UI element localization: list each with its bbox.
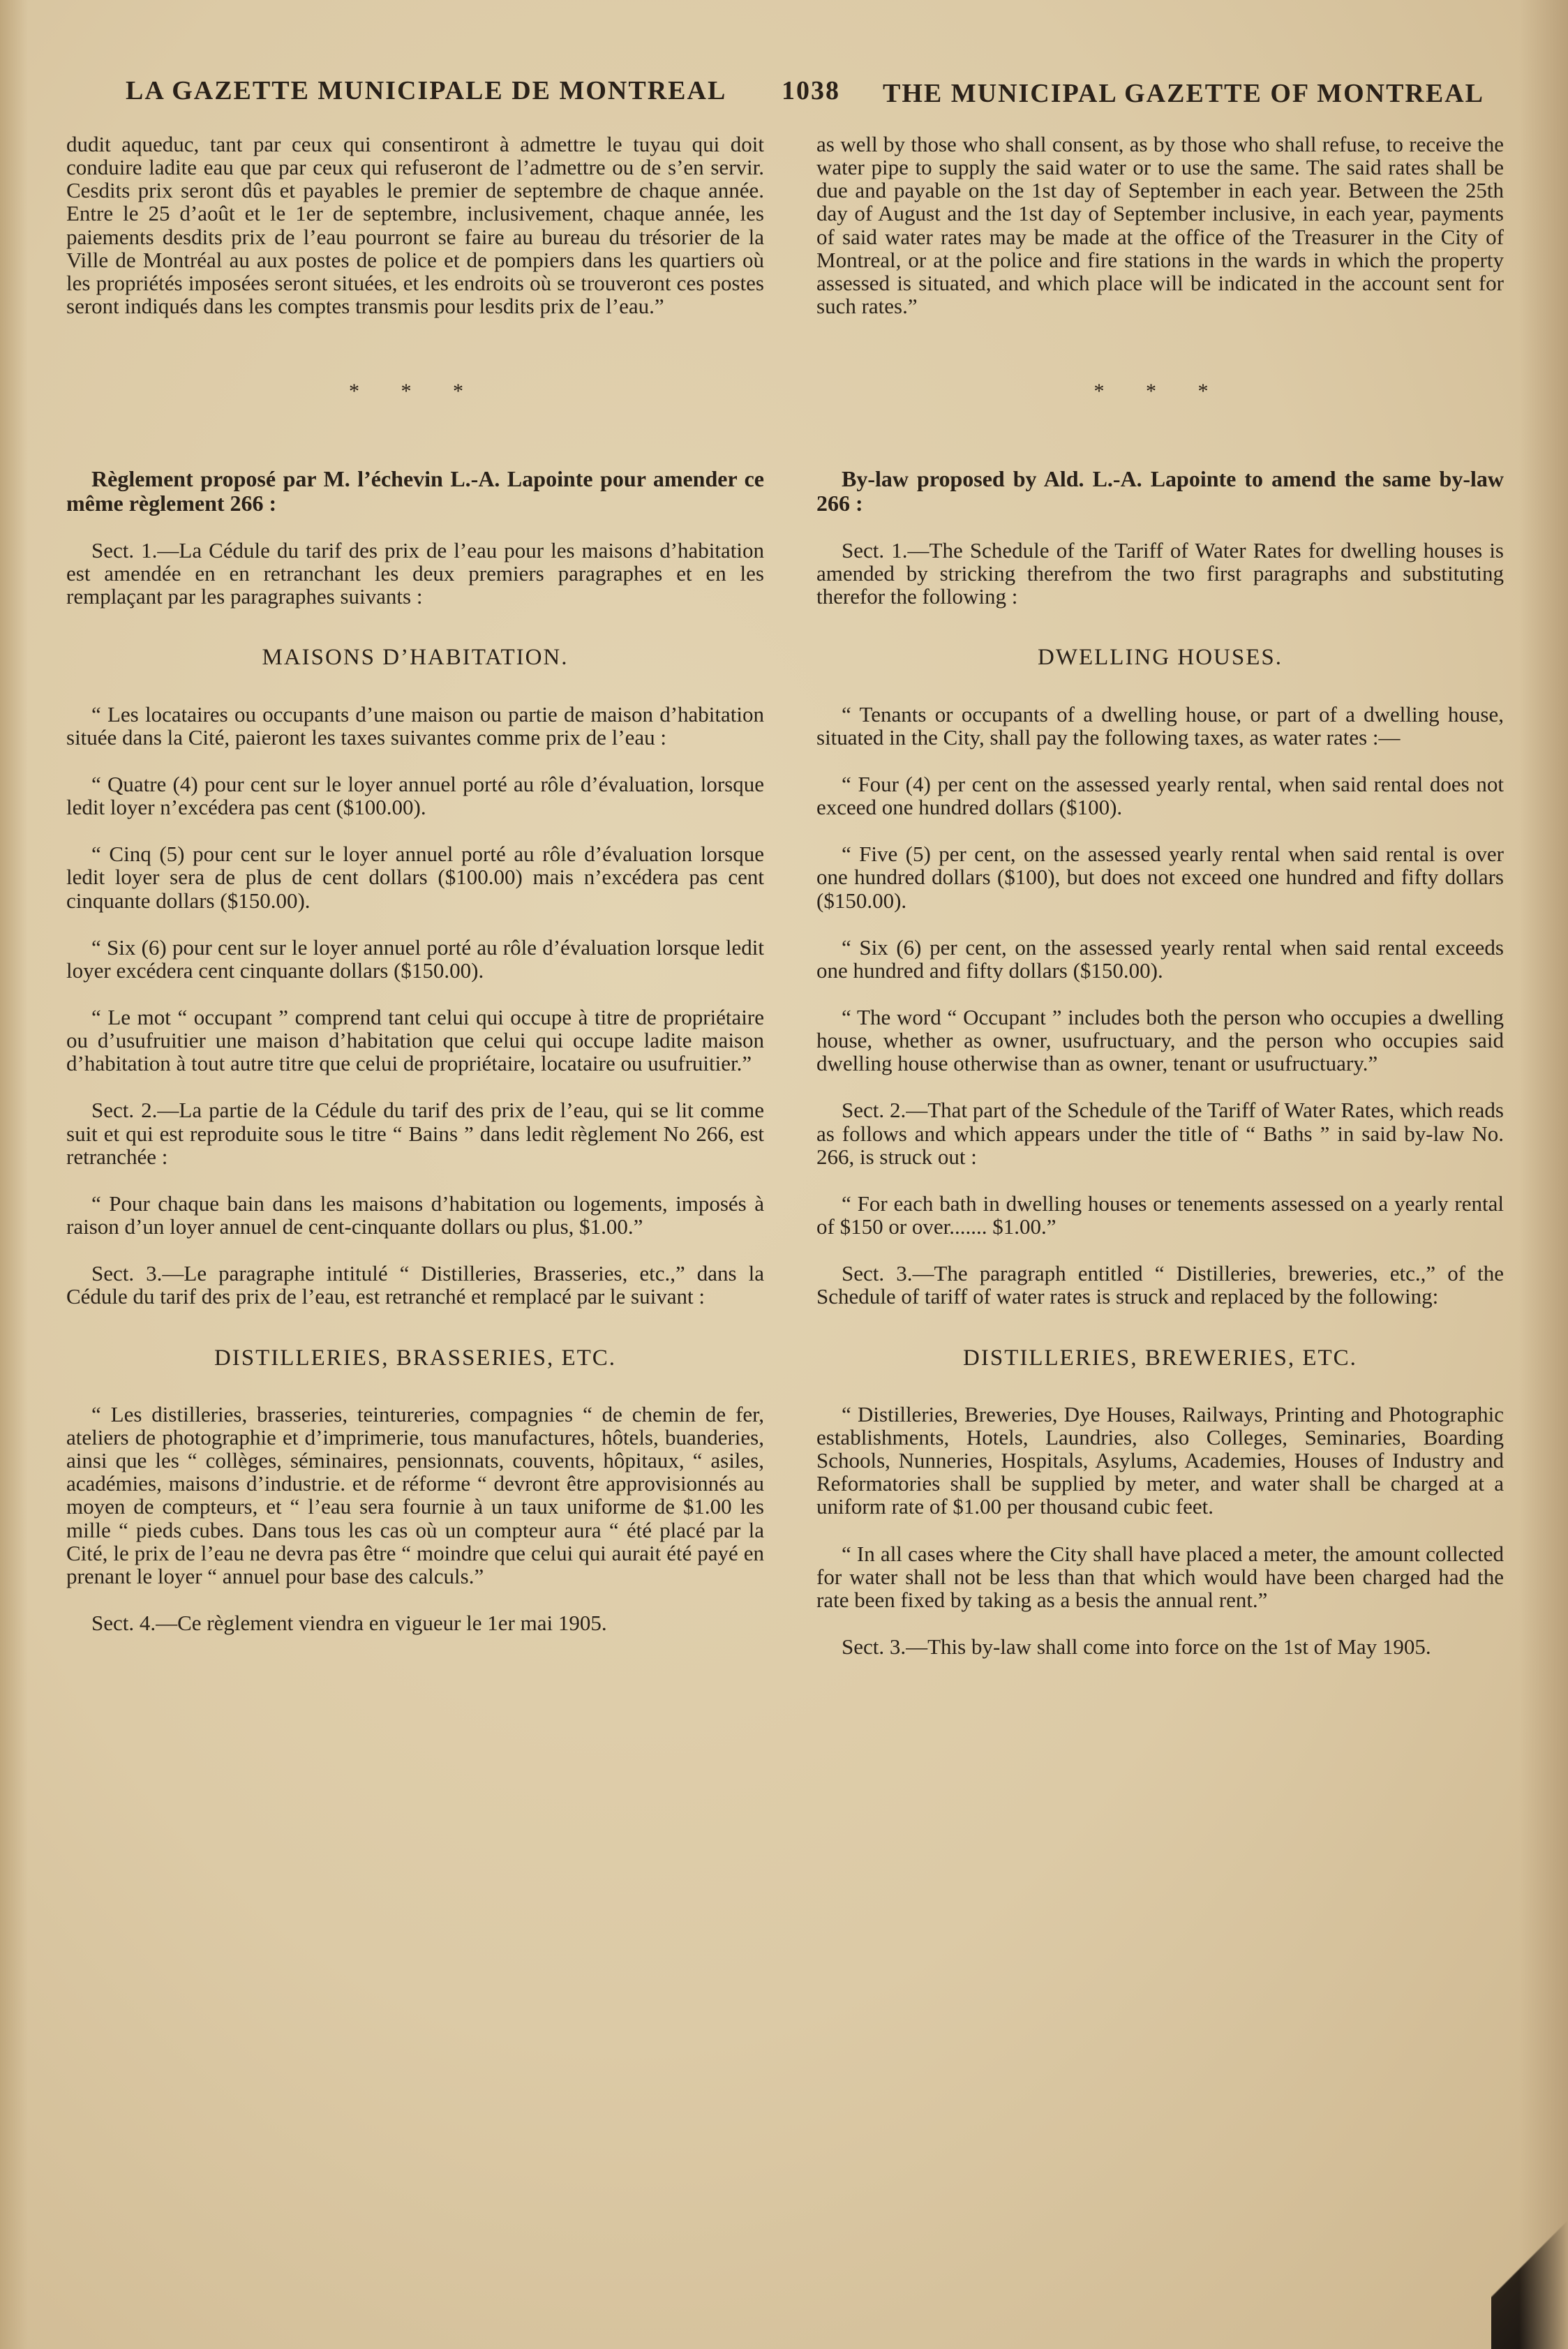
- fr-intro-paragraph: dudit aqueduc, tant par ceux qui consentiront à admettre le tuyau qui doit conduire ladite eau que par ceux qui refuseront de l’admettre ou de s’en servir. Cesdits prix seront dûs et payables le premier de septembre de chaque année. Entre le 25 d’août et le 1er de septembre, inclusivement, chaque année, les paiements desdits prix de l’eau pourront se faire au bureau du trésorier de la Ville de Montréal au aux postes de police et de pompiers dans les quartiers où les propriétés imposées seront situées, et les endroits où se trouveront ces postes seront indiqués dans les comptes transmis pour lesdits prix de l’eau.”: [66, 132, 764, 319]
- running-head: [126, 75, 1484, 117]
- fr-paragraph-6: “ Pour chaque bain dans les maisons d’habitation ou logements, imposés à raison d’un loyer annuel de cent-cinquante dollars ou plus, $1.00.”: [66, 1191, 764, 1239]
- en-paragraph-5: “ The word “ Occupant ” includes both the person who occupies a dwelling house, whether as owner, usufructuary, and the person who occupies said dwelling house otherwise than as owner, tenant or usufructuary.”: [816, 1004, 1504, 1076]
- header-title-english: THE MUNICIPAL GAZETTE OF MONTREAL: [883, 79, 1484, 108]
- en-section-3: Sect. 3.—The paragraph entitled “ Distilleries, breweries, etc.,” of the Schedule of tariff of water rates is struck and replaced by the following:: [816, 1261, 1504, 1309]
- page-corner-shadow: [1491, 2209, 1568, 2349]
- en-paragraph-2: “ Four (4) per cent on the assessed yearly rental, when said rental does not exceed one hundred dollars ($100).: [816, 771, 1504, 820]
- en-section-1: Sect. 1.—The Schedule of the Tariff of Water Rates for dwelling houses is amended by stricking therefrom the two first paragraphs and substituting therefor the following :: [816, 537, 1504, 609]
- fr-section-1: Sect. 1.—La Cédule du tarif des prix de l’eau pour les maisons d’habitation est amendée en en retranchant les deux premiers paragraphes et en les remplaçant par les paragraphes suivants :: [66, 537, 764, 609]
- fr-heading-distilleries: DISTILLERIES, BRASSERIES, ETC.: [214, 1345, 617, 1371]
- en-separator-stars: * * *: [1093, 380, 1227, 403]
- fr-paragraph-5: “ Le mot “ occupant ” comprend tant celui qui occupe à titre de propriétaire ou d’usufruitier une maison d’habitation que celui qui occupe ladite maison d’habitation à tout autre titre que celui de propriétaire, locataire ou usufruitier.”: [66, 1004, 764, 1076]
- en-heading-dwelling: DWELLING HOUSES.: [1038, 645, 1283, 671]
- fr-section-3: Sect. 3.—Le paragraphe intitulé “ Distilleries, Brasseries, etc.,” dans la Cédule du tarif des prix de l’eau, est retranché et remplacé par le suivant :: [66, 1261, 764, 1309]
- fr-paragraph-4: “ Six (6) pour cent sur le loyer annuel porté au rôle d’évaluation lorsque ledit loyer excédera cent cinquante dollars ($150.00).: [66, 934, 764, 983]
- english-column: [816, 133, 1504, 1682]
- en-section-4: Sect. 3.—This by-law shall come into force on the 1st of May 1905.: [842, 1634, 1431, 1660]
- en-paragraph-6: “ For each bath in dwelling houses or tenements assessed on a yearly rental of $150 or over....... $1.00.”: [816, 1191, 1504, 1239]
- fr-paragraph-2: “ Quatre (4) pour cent sur le loyer annuel porté au rôle d’évaluation, lorsque ledit loyer n’excédera pas cent ($100.00).: [66, 771, 764, 820]
- en-paragraph-7: “ Distilleries, Breweries, Dye Houses, Railways, Printing and Photographic establishments, Hotels, Laundries, also Colleges, Seminaries, Boarding Schools, Nunneries, Hospitals, Asylums, Academies, Houses of Industry and Reformatories shall be supplied by meter, and water shall be charged at a uniform rate of $1.00 per thousand cubic feet.: [816, 1401, 1504, 1519]
- page-number: 1038: [782, 76, 840, 105]
- fr-paragraph-1: “ Les locataires ou occupants d’une maison ou partie de maison d’habitation située dans la Cité, paieront les taxes suivantes comme prix de l’eau :: [66, 701, 764, 750]
- en-paragraph-3: “ Five (5) per cent, on the assessed yearly rental when said rental is over one hundred dollars ($100), but does not exceed one hundred and fifty dollars ($150.00).: [816, 842, 1504, 913]
- en-intro-paragraph: as well by those who shall consent, as by those who shall refuse, to receive the water pipe to supply the said water or to use the same. The said rates shall be due and payable on the 1st day of September in each year. Between the 25th day of August and the 1st day of September inclusive, in each year, payments of said water rates may be made at the office of the Treasurer in the City of Montreal, or at the police and fire stations in the wards in which the property assessed is situated, and which place will be indicated in the account sent for such rates.”: [816, 132, 1504, 319]
- en-paragraph-8: “ In all cases where the City shall have placed a meter, the amount collected for water shall not be less than that which would have been charged had the rate been fixed by taking as a besis the annual rent.”: [816, 1541, 1504, 1612]
- en-section-2: Sect. 2.—That part of the Schedule of the Tariff of Water Rates, which reads as follows and which appears under the title of “ Baths ” in said by-law No. 266, is struck out :: [816, 1098, 1504, 1169]
- fr-separator-stars: * * *: [349, 380, 481, 403]
- en-paragraph-1: “ Tenants or occupants of a dwelling house, or part of a dwelling house, situated in the City, shall pay the following taxes, as water rates :—: [816, 701, 1504, 750]
- en-heading-distilleries: DISTILLERIES, BREWERIES, ETC.: [963, 1345, 1357, 1371]
- en-bylaw-title: By-law proposed by Ald. L.-A. Lapointe to amend the same by-law 266 :: [816, 466, 1504, 516]
- fr-section-2: Sect. 2.—La partie de la Cédule du tarif des prix de l’eau, qui se lit comme suit et qui est reproduite sous le titre “ Bains ” dans ledit règlement No 266, est retranchée :: [66, 1098, 764, 1169]
- fr-bylaw-title: Règlement proposé par M. l’échevin L.-A. Lapointe pour amender ce même règlement 266 :: [66, 466, 764, 516]
- fr-section-4: Sect. 4.—Ce règlement viendra en vigueur le 1er mai 1905.: [91, 1611, 607, 1636]
- en-paragraph-4: “ Six (6) per cent, on the assessed yearly rental when said rental exceeds one hundred and fifty dollars ($150.00).: [816, 934, 1504, 983]
- fr-heading-dwelling: MAISONS D’HABITATION.: [262, 645, 569, 671]
- french-column: [66, 133, 764, 1658]
- fr-paragraph-3: “ Cinq (5) pour cent sur le loyer annuel porté au rôle d’évaluation lorsque ledit loyer sera de plus de cent dollars ($100.00) mais n’excédera pas cent cinquante dollars ($150.00).: [66, 842, 764, 913]
- header-title-french: LA GAZETTE MUNICIPALE DE MONTREAL: [126, 76, 727, 105]
- fr-paragraph-7: “ Les distilleries, brasseries, teintureries, compagnies “ de chemin de fer, ateliers de photographie et d’imprimerie, tous manufactures, hôtels, buanderies, ainsi que les “ collèges, séminaires, pensionnats, couvents, hôpitaux, “ asiles, académies, maisons d’industrie. et de réforme “ devront être approvisionnés au moyen de compteurs, et “ l’eau sera fournie à un taux uniforme de $1.00 les mille “ pieds cubes. Dans tous les cas où un compteur aura “ été placé par la Cité, le prix de l’eau ne devra pas être “ moindre que celui qui aurait été payé en prenant le loyer “ annuel pour base des calculs.”: [66, 1401, 764, 1588]
